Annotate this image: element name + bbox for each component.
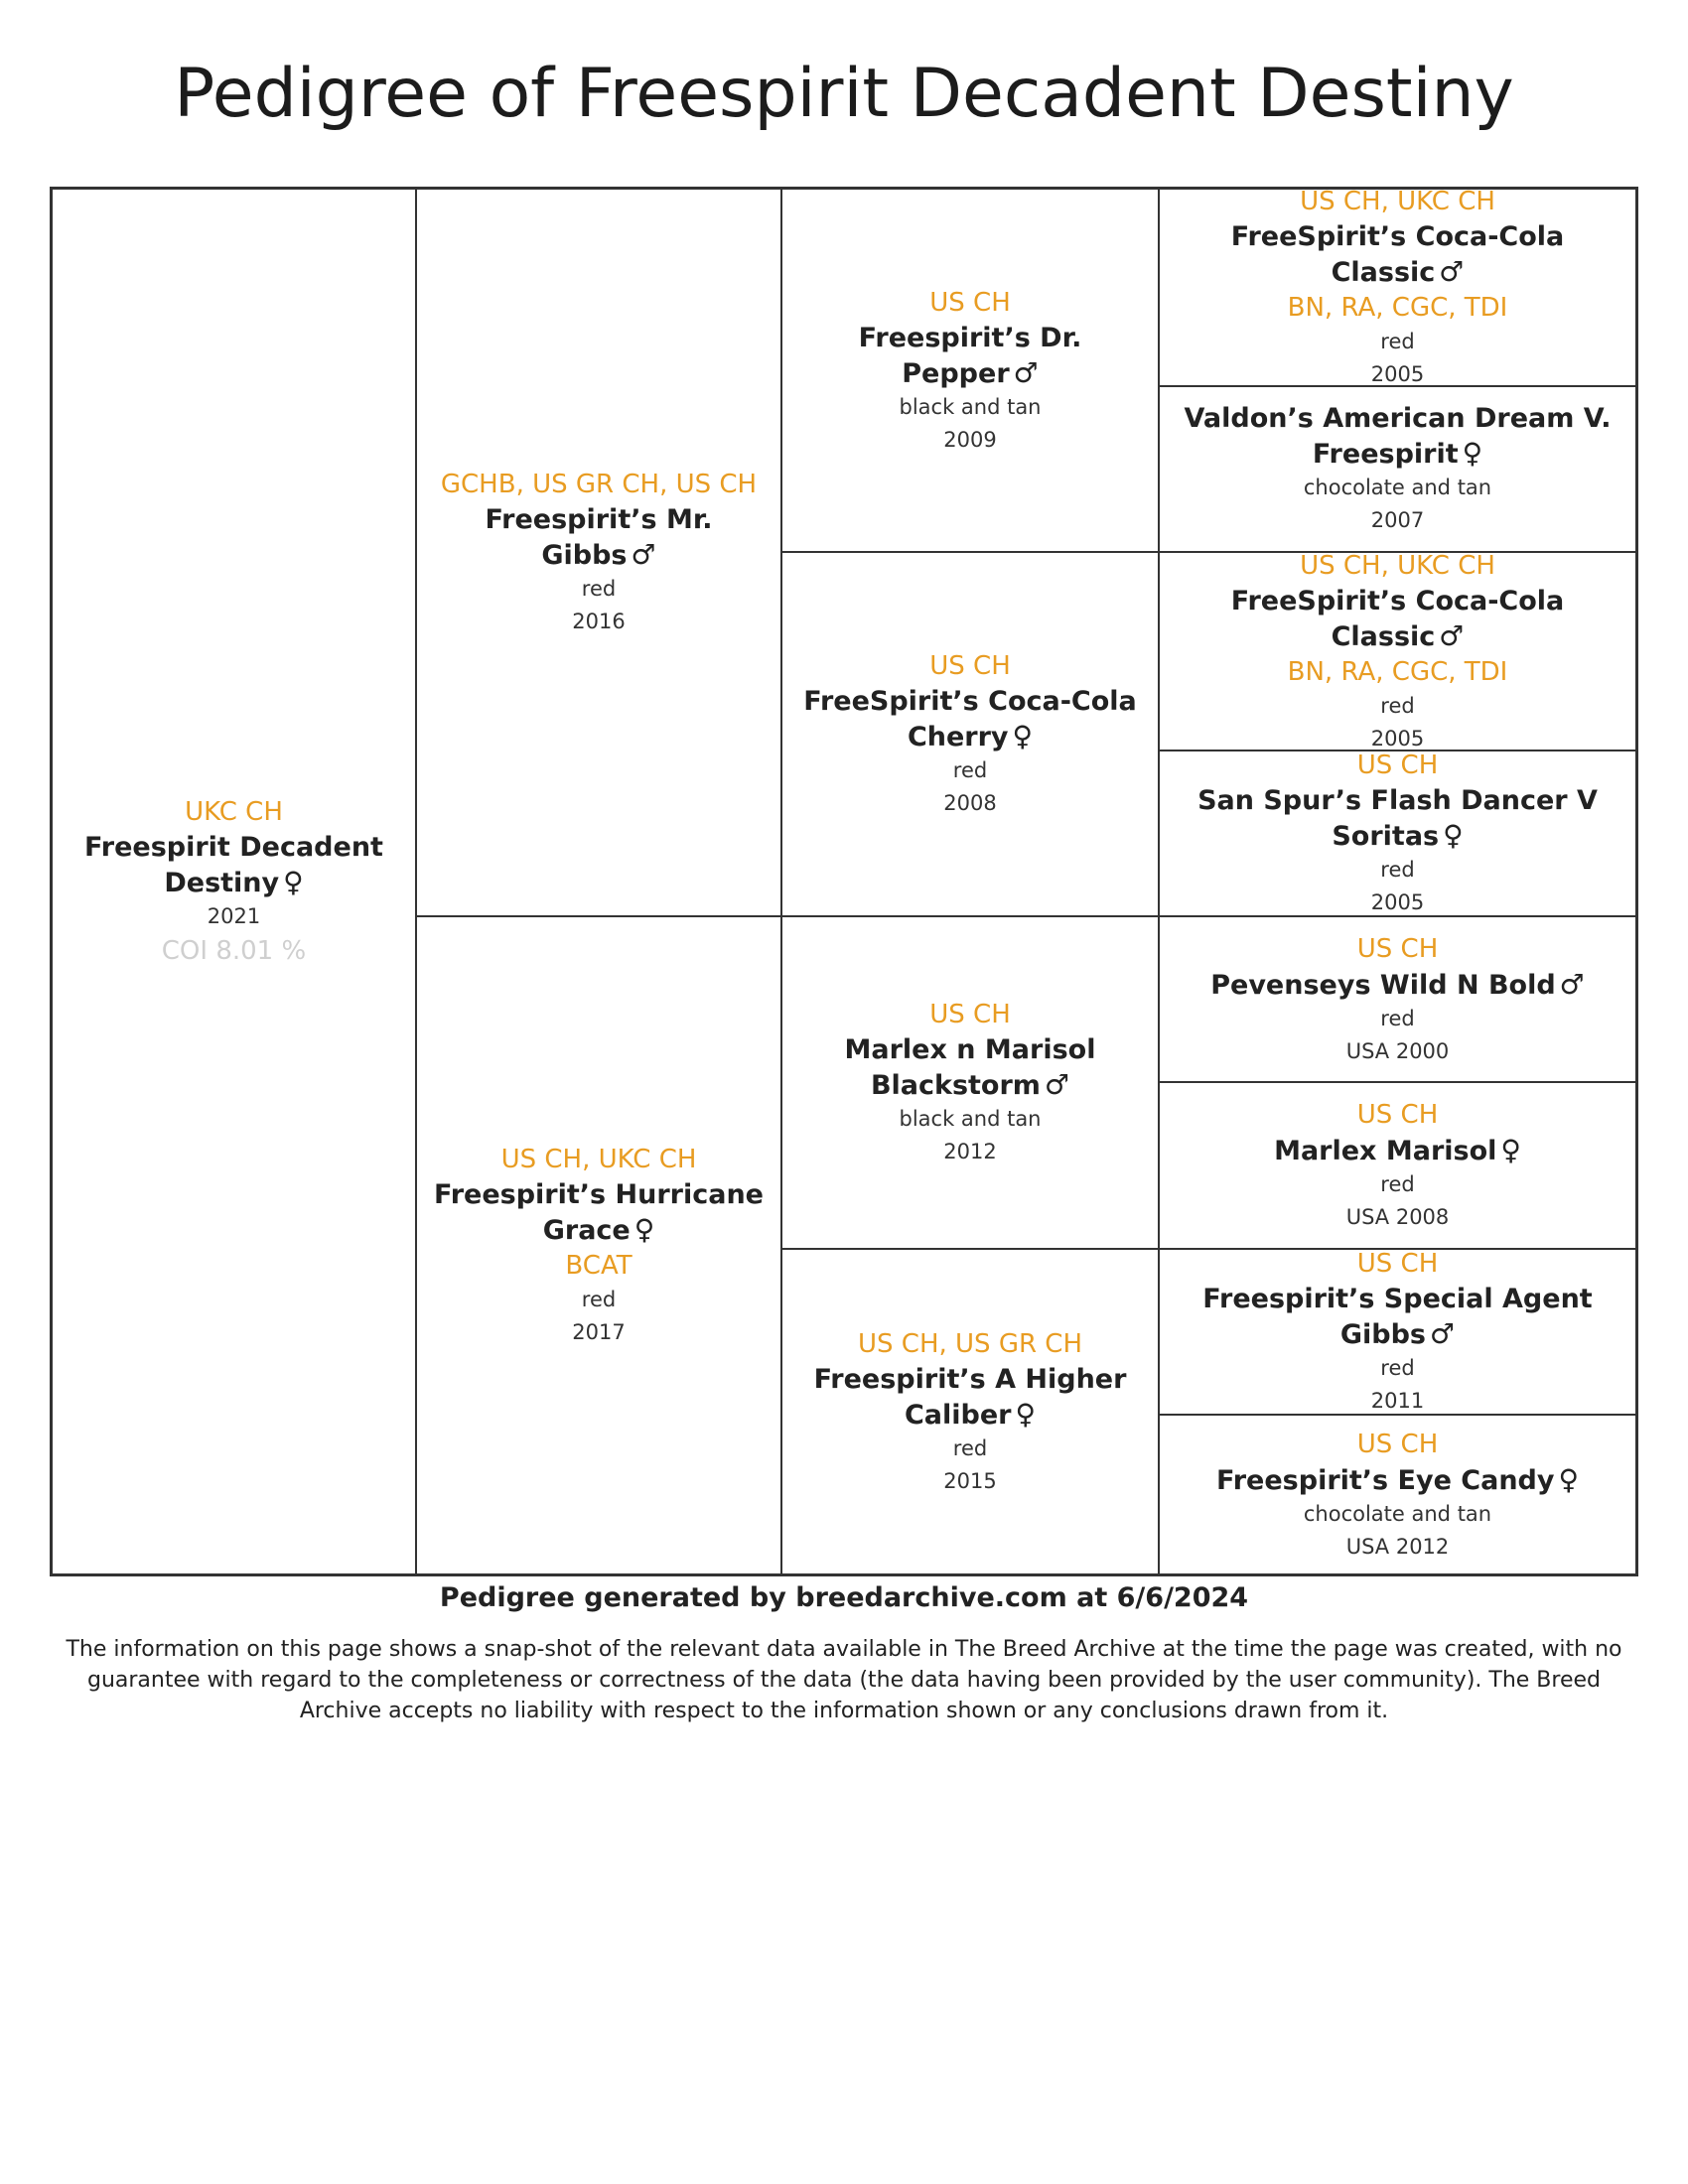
dog-year: 2016	[572, 610, 626, 633]
ancestor-gen3[interactable]	[1160, 387, 1635, 551]
dog-color: red	[1380, 1356, 1415, 1380]
ancestor-gen3[interactable]	[1160, 751, 1635, 915]
dog-year: 2015	[943, 1468, 997, 1493]
dog-name[interactable]: Marlex n Marisol Blackstorm	[844, 1034, 1096, 1101]
male-icon: ♂	[1559, 967, 1585, 1001]
male-icon: ♂	[631, 538, 656, 571]
sire[interactable]	[417, 190, 780, 915]
dog-titles: GCHB, US GR CH, US CH	[440, 470, 758, 499]
dog-name[interactable]: Freespirit’s Hurricane Grace	[434, 1179, 764, 1246]
dog-name[interactable]: FreeSpirit’s Coca-Cola Classic	[1230, 221, 1565, 288]
dam[interactable]	[417, 917, 780, 1573]
dog-color: red	[1380, 1172, 1415, 1196]
male-icon: ♂	[1430, 1317, 1456, 1350]
coi-value: COI 8.01 %	[161, 936, 307, 966]
dog-year: 2009	[943, 427, 997, 452]
dog-year: 2012	[943, 1140, 997, 1163]
ancestor-gen3[interactable]	[1160, 917, 1635, 1081]
dog-year: 2005	[1370, 726, 1425, 751]
generated-by-note: Pedigree generated by breedarchive.com at 6/6/2024	[439, 1582, 1249, 1613]
dog-color: black and tan	[899, 394, 1042, 419]
dog-titles: US CH	[1356, 1100, 1439, 1130]
pedigree-table	[50, 187, 1638, 1576]
dog-name[interactable]: San Spur’s Flash Dancer V Soritas	[1197, 785, 1598, 852]
dog-name[interactable]: Freespirit Decadent Destiny	[84, 832, 383, 898]
ancestor-gen3[interactable]	[1160, 187, 1635, 386]
dog-color: black and tan	[899, 1107, 1042, 1131]
female-icon: ♀	[283, 866, 304, 898]
female-icon: ♀	[1012, 720, 1034, 752]
dog-year: USA 2000	[1345, 1038, 1450, 1063]
female-icon: ♀	[1443, 819, 1464, 852]
dog-color: red	[1380, 858, 1415, 882]
dog-name[interactable]: Marlex Marisol	[1274, 1136, 1497, 1166]
dog-titles: US CH	[1356, 1429, 1439, 1459]
dog-color: chocolate and tan	[1303, 1501, 1492, 1526]
dog-name[interactable]: Freespirit’s A Higher Caliber	[813, 1363, 1127, 1431]
dog-titles: UKC CH	[185, 797, 283, 827]
subject-dog[interactable]	[53, 190, 415, 1573]
female-icon: ♀	[1462, 437, 1483, 470]
dam-dam[interactable]	[782, 1250, 1158, 1573]
dog-titles: US CH, UKC CH	[1300, 550, 1495, 581]
dog-name[interactable]: FreeSpirit’s Coca-Cola Cherry	[803, 686, 1137, 752]
dog-titles: US CH, US GR CH	[857, 1328, 1082, 1359]
ancestor-gen3[interactable]	[1160, 1416, 1635, 1573]
dog-name[interactable]: Pevenseys Wild N Bold	[1210, 969, 1556, 1001]
dog-name[interactable]: Freespirit’s Eye Candy	[1216, 1464, 1555, 1496]
dog-color: red	[581, 577, 617, 601]
dog-color: red	[952, 1435, 988, 1460]
dog-titles: US CH	[1356, 1249, 1439, 1279]
dog-name[interactable]: Freespirit’s Mr. Gibbs	[485, 504, 713, 571]
dog-titles: US CH	[1356, 751, 1439, 780]
female-icon: ♀	[633, 1213, 655, 1246]
dog-year: 2008	[943, 791, 997, 815]
female-icon: ♀	[1015, 1397, 1036, 1431]
female-icon: ♀	[1558, 1462, 1579, 1496]
dog-suffix-titles: BCAT	[565, 1251, 633, 1281]
male-icon: ♂	[1044, 1068, 1070, 1101]
dog-name[interactable]: Valdon’s American Dream V. Freespirit	[1184, 403, 1612, 470]
dog-titles: US CH	[929, 287, 1011, 318]
dog-year: 2017	[572, 1320, 626, 1344]
ancestor-gen3[interactable]	[1160, 550, 1635, 751]
dog-titles: US CH	[929, 651, 1011, 681]
dog-year: USA 2012	[1345, 1534, 1450, 1559]
ancestor-gen3[interactable]	[1160, 1250, 1635, 1414]
dog-year: 2005	[1370, 890, 1425, 914]
dog-year: 2005	[1370, 362, 1425, 386]
dog-titles: US CH, UKC CH	[1300, 187, 1495, 216]
dog-titles: US CH	[1356, 933, 1439, 964]
disclaimer-text: The information on this page shows a snap-shot of the relevant data available in The Breed Archive at the time the page was created, with no guarantee with regard to the completeness or correctness of the data (the data having been provided by the user community). The Breed Archive accepts no liability with respect to the information shown or any conclusions drawn from it.	[66, 1637, 1622, 1723]
dog-year: 2007	[1370, 508, 1425, 532]
dog-color: red	[952, 758, 988, 782]
dog-color: red	[1380, 1006, 1415, 1030]
dog-color: red	[1380, 330, 1415, 353]
dog-year: USA 2008	[1345, 1205, 1450, 1229]
sire-dam[interactable]	[782, 553, 1158, 915]
female-icon: ♀	[1500, 1134, 1521, 1166]
dog-year: 2021	[207, 904, 261, 928]
dog-name[interactable]: FreeSpirit’s Coca-Cola Classic	[1230, 585, 1565, 652]
dog-name[interactable]: Freespirit’s Dr. Pepper	[858, 322, 1082, 389]
ancestor-gen3[interactable]	[1160, 1083, 1635, 1248]
male-icon: ♂	[1439, 255, 1465, 288]
dog-year: 2011	[1370, 1389, 1425, 1413]
dog-color: chocolate and tan	[1303, 476, 1492, 499]
male-icon: ♂	[1439, 618, 1465, 652]
page-title: Pedigree of Freespirit Decadent Destiny	[174, 55, 1514, 133]
dog-titles: US CH	[929, 1000, 1011, 1029]
dog-suffix-titles: BN, RA, CGC, TDI	[1287, 293, 1508, 323]
dog-titles: US CH, UKC CH	[500, 1145, 697, 1174]
dam-sire[interactable]	[782, 917, 1158, 1248]
male-icon: ♂	[1013, 355, 1039, 389]
dog-color: red	[1380, 693, 1415, 718]
dog-name[interactable]: Freespirit’s Special Agent Gibbs	[1202, 1284, 1593, 1350]
dog-color: red	[581, 1288, 617, 1311]
sire-sire[interactable]	[782, 190, 1158, 551]
dog-suffix-titles: BN, RA, CGC, TDI	[1287, 656, 1508, 687]
